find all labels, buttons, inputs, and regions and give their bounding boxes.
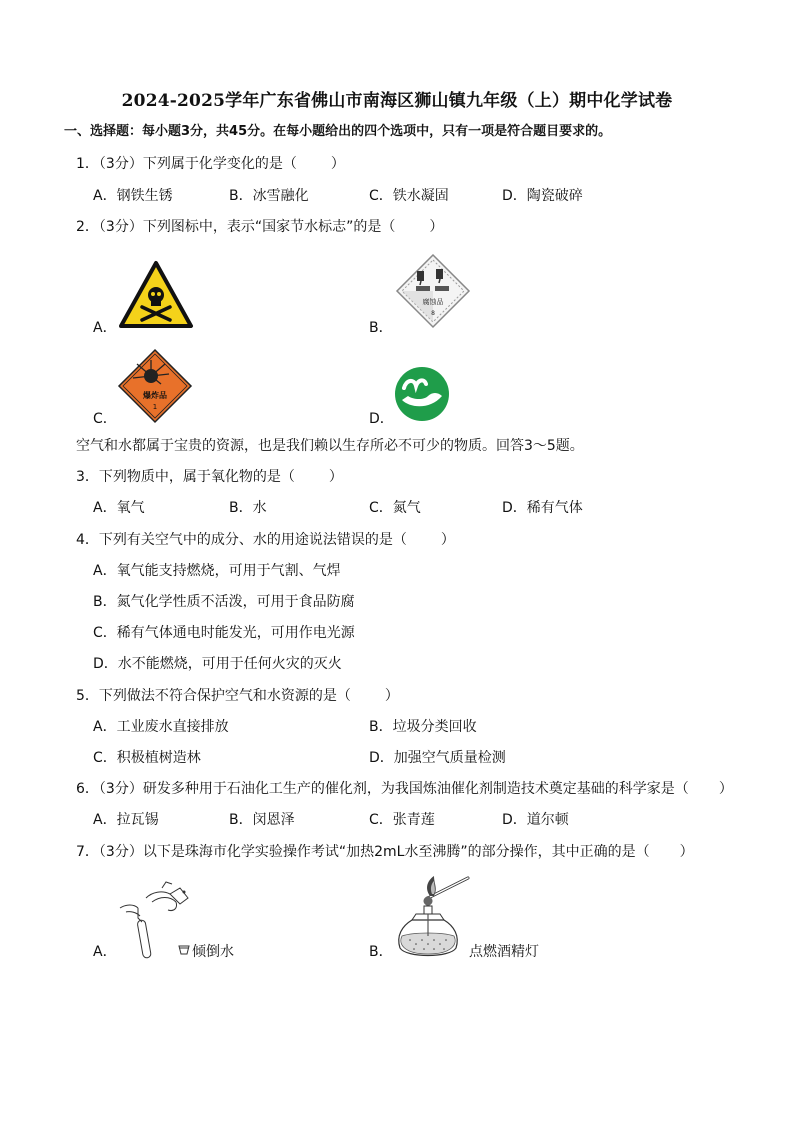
question-4-stem: 4．下列有关空气中的成分、水的用途说法错误的是（ ）	[76, 532, 455, 548]
q2-option-c-label[interactable]: C．	[93, 411, 117, 427]
q5-option-b[interactable]: B．垃圾分类回收	[369, 719, 477, 735]
corrosive-label: 腐蚀品	[422, 298, 444, 306]
exam-title: 2024-2025学年广东省佛山市南海区狮山镇九年级（上）期中化学试卷	[121, 91, 673, 111]
q2-option-a-label[interactable]: A．	[93, 320, 117, 336]
bottle-cap-icon	[178, 944, 190, 956]
q7-option-a-caption: 倾倒水	[192, 944, 234, 960]
section-heading: 一、选择题：每小题3分，共45分。在每小题给出的四个选项中，只有一项是符合题目要求的。	[64, 124, 612, 139]
q5-option-a[interactable]: A．工业废水直接排放	[93, 719, 229, 735]
q3-option-d[interactable]: D．稀有气体	[502, 500, 583, 516]
q6-option-b[interactable]: B．闵恩泽	[229, 812, 295, 828]
q7-option-b-caption: 点燃酒精灯	[469, 944, 539, 960]
q1-option-d[interactable]: D．陶瓷破碎	[502, 188, 583, 204]
q1-option-c[interactable]: C．铁水凝固	[369, 188, 449, 204]
explosive-hazard-icon[interactable]	[117, 348, 193, 424]
question-2-stem: 2．（3分）下列图标中，表示“国家节水标志”的是（ ）	[76, 219, 444, 235]
question-5-stem: 5．下列做法不符合保护空气和水资源的是（ ）	[76, 688, 399, 704]
question-6-stem: 6．（3分）研发多种用于石油化工生产的催化剂，为我国炼油催化剂制造技术奠定基础的科学家是（ ）	[76, 781, 733, 797]
q3-option-a[interactable]: A．氧气	[93, 500, 145, 516]
corrosive-class: 8	[431, 310, 435, 317]
q3-option-b[interactable]: B．水	[229, 500, 267, 516]
q6-option-d[interactable]: D．道尔顿	[502, 812, 569, 828]
q6-option-c[interactable]: C．张青莲	[369, 812, 435, 828]
q4-option-d[interactable]: D．水不能燃烧，可用于任何火灾的灭火	[93, 656, 342, 672]
water-saving-icon[interactable]	[394, 366, 450, 422]
corrosive-hazard-icon[interactable]	[395, 253, 471, 329]
q5-option-d[interactable]: D．加强空气质量检测	[369, 750, 506, 766]
explosive-label: 爆炸品	[143, 391, 167, 400]
q2-option-d-label[interactable]: D．	[369, 411, 394, 427]
q1-option-a[interactable]: A．钢铁生锈	[93, 188, 173, 204]
explosive-class: 1	[152, 403, 158, 411]
question-1-stem: 1．（3分）下列属于化学变化的是（ ）	[76, 156, 345, 172]
q1-option-b[interactable]: B．冰雪融化	[229, 188, 309, 204]
alcohol-lamp-illustration[interactable]	[388, 874, 474, 966]
q3-option-c[interactable]: C．氮气	[369, 500, 421, 516]
q4-option-a[interactable]: A．氧气能支持燃烧，可用于气割、气焊	[93, 563, 341, 579]
toxic-warning-icon[interactable]	[118, 260, 194, 330]
q2-option-b-label[interactable]: B．	[369, 320, 393, 336]
q7-option-b-label[interactable]: B．	[369, 944, 393, 960]
question-3-stem: 3．下列物质中，属于氧化物的是（ ）	[76, 469, 343, 485]
passage-text: 空气和水都属于宝贵的资源，也是我们赖以生存所必不可少的物质。回答3～5题。	[76, 438, 584, 454]
q4-option-c[interactable]: C．稀有气体通电时能发光，可用作电光源	[93, 625, 355, 641]
question-7-stem: 7．（3分）以下是珠海市化学实验操作考试“加热2mL水至沸腾”的部分操作，其中正确的是（ ）	[76, 844, 694, 860]
q5-option-c[interactable]: C．积极植树造林	[93, 750, 201, 766]
q6-option-a[interactable]: A．拉瓦锡	[93, 812, 159, 828]
q7-option-a-label[interactable]: A．	[93, 944, 117, 960]
q4-option-b[interactable]: B．氮气化学性质不活泼，可用于食品防腐	[93, 594, 355, 610]
